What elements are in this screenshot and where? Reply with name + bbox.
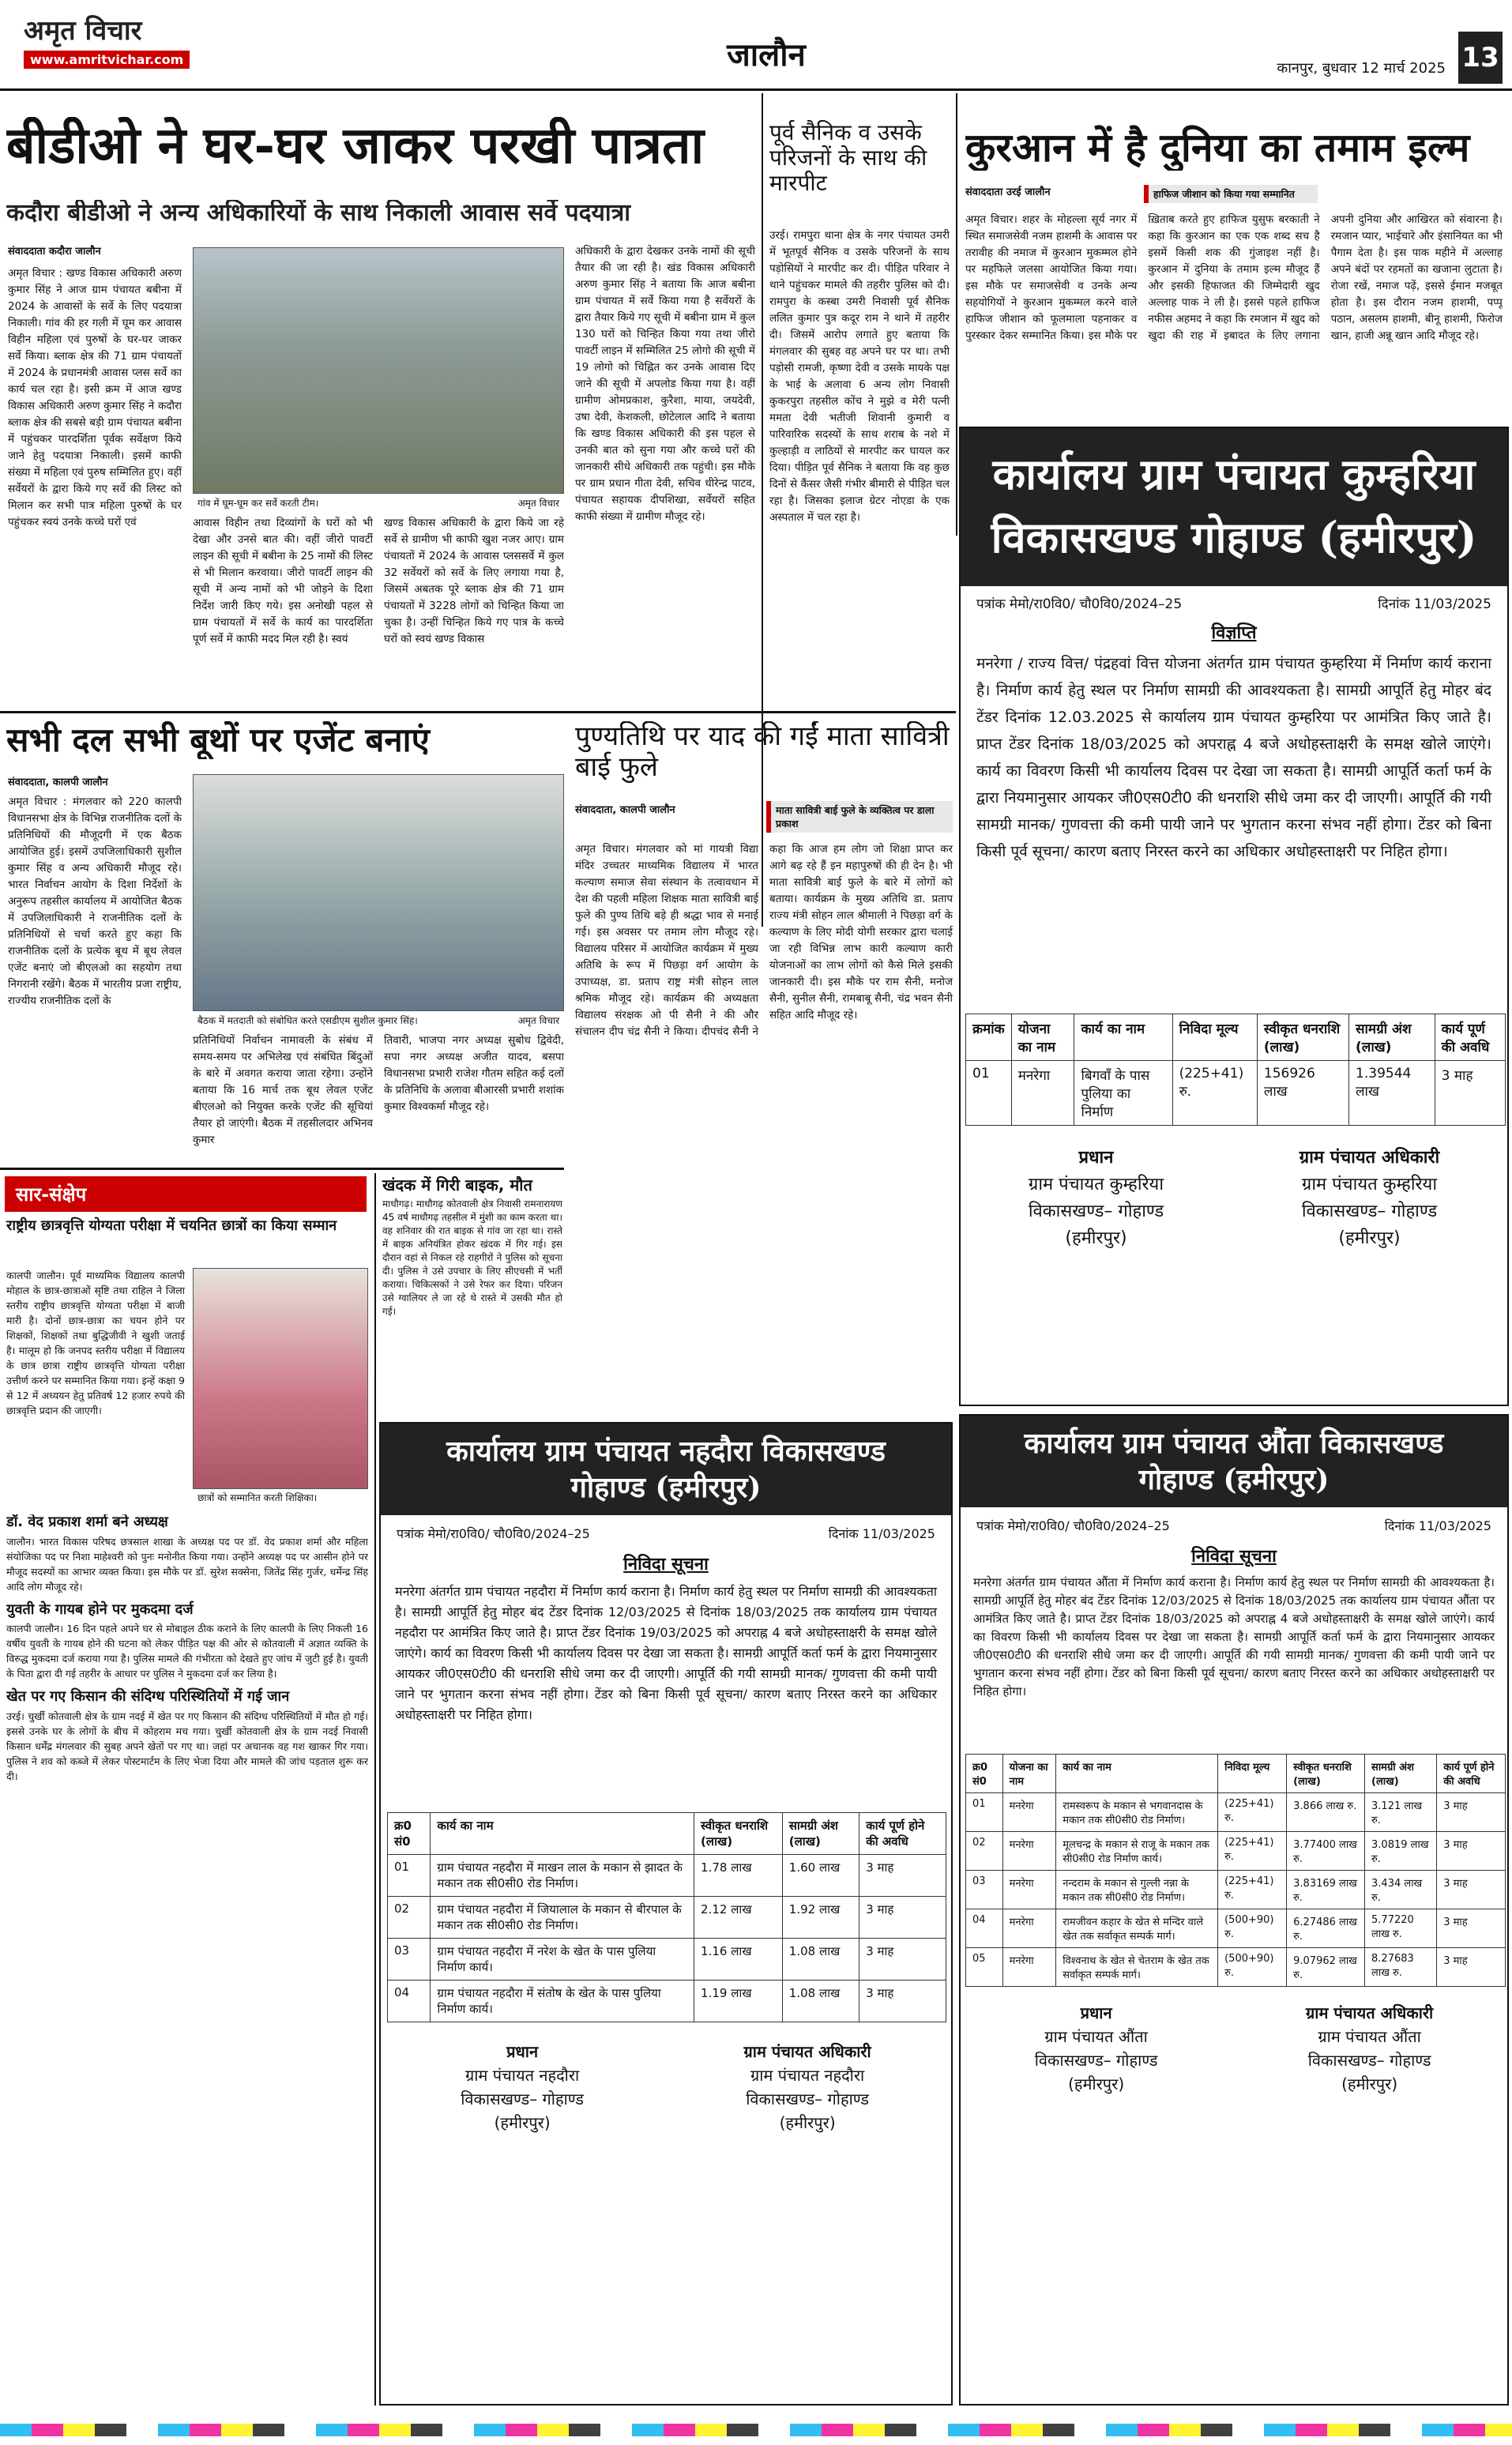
signature-line: (हमीरपुर) (779, 2113, 836, 2132)
story-agents-col2: प्रतिनिधियों निर्वाचन नामावली के संबंध में समय-समय पर अभिलेख एवं संबंधित बिंदुओं के बारे में अवगत कराया जाता रहेगा। उन्होंने बताया कि 16 मार्च तक बूथ लेवल एजेंट बीएलओ को नियुक्त करके एजेंट की सूचियां तैयार हो जाएंगी। बैठक में तहसीलदार अभिनव कुमार (193, 1034, 373, 1146)
notice-aunta-sign-officer (1306, 2001, 1433, 2096)
masthead (0, 0, 1512, 93)
table-cell: विश्वनाथ के खेत से चेतराम के खेत तक सर्वाकृत सम्पर्क मार्ग। (1056, 1948, 1218, 1987)
table-row (966, 1909, 1506, 1948)
story-bdo-col4: अधिकारी के द्वारा देखकर उनके नामों की सूची तैयार की जा रही है। खंड विकास अधिकारी अरुण कुमार सिंह ने बताया कि आज बबीना ग्राम पंचायत में सर्वे किया गया है सर्वेयरों के द्वारा तैयार किये गए सूची में बबीना ग्राम में कुल 130 घरों को चिन्हित किया गया तथा जीरो पावर्टी लाइन में सम्मिलित 25 लोगो की सूची में 19 लोगो को चिह्नित कर उनके आवास दिए जाने की सूची में अपलोड किया गया है। वहीं ग्रामीण ओमप्रकाश, कुरैशा, माया, जयदेवी, उषा देवी, केशकली, छोटेलाल आदि ने बताया कि खण्ड विकास अधिकारी की इस पहल से उनकी बात को सुना गया और कच्चे घरों की जानकारी सीधे अधिकारी तक पहुंची। इस मौके पर ग्राम प्रधान गीता देवी, सचिव धीरेन्द्र पाटव, पंचायत सहायक दीपशिखा, सर्वेयरों सहित काफी संख्या में ग्रामीण मौजूद रहे। (575, 245, 755, 523)
table-cell: मनरेगा (1002, 1871, 1056, 1909)
table-cell: 1.78 लाख (694, 1855, 783, 1897)
notice-nahdaura-heading: निविदा सूचना (623, 1555, 709, 1574)
notice-aunta-date: दिनांक 11/03/2025 (1384, 1518, 1491, 1533)
table-row (966, 1793, 1506, 1832)
story-quran-credit: संवाददाता उरई जालौन (965, 186, 1051, 198)
notice3-header-cell: निविदा मूल्य (1218, 1755, 1287, 1793)
table-cell: 05 (966, 1948, 1003, 1987)
story-quran-text: अमृत विचार। शहर के मोहल्ला सूर्य नगर में स्थित समाजसेवी नजम हाशमी के आवास पर तरावीह की नमाज में कुरआन मुकम्मल होने पर महफिले जलसा आयोजित किया गया। इस मौके पर समाजसेवी व उनके अन्य सहयोगियों ने कुरआन मुकम्मल करने वाले हाफिज जीशान को फूलमाला पहनाकर व पुरस्कार देकर सम्मानित किया। इस मौके पर ख़िताब करते हुए हाफिज युसुफ बरकाती ने कहा कि कुरआन का एक एक शब्द सच है इसमें किसी शक की गुंजाइश नहीं है। कुरआन में दुनिया के तमाम इल्म मौजूद हैं और इसकी हिफाजत की जिम्मेदारी खुद अल्लाह पाक ने ली है। इससे पहले हाफिज नफीस अहमद ने कहा कि रमजान में खुद को खुदा की राह में इबादत के लिए लगाना अपनी दुनिया और आखिरत को संवारना है। रमजान प्यार, भाईचारे और इंसानियत का भी पैगाम देता है। इस पाक महीने में अल्लाह अपने बंदों पर रहमतों का खजाना लुटाता है। रोजा रखें, नमाज पढ़ें, इससे ईमान मजबूत होता है। इस दौरान नजम हाशमी, पप्पू पठान, असलम हाशमी, बीनू हाशमी, फिरोज खान, हाजी अन्नू खान आदि मौजूद रहे। (965, 213, 1503, 342)
notice1-header-cell: कार्य पूर्ण की अवधि (1435, 1014, 1505, 1061)
table-cell: 1.39544 लाख (1349, 1061, 1435, 1126)
story-agents-photo (193, 774, 564, 1011)
table-cell: 3 माह (1435, 1061, 1505, 1126)
table-cell: 2.12 लाख (694, 1897, 783, 1939)
story-bdo-photo-caption: गांव में घूम-घूम कर सर्वे करती टीम। अमृत विचार (193, 496, 564, 510)
notice1-header-cell: स्वीकृत धनराशि (लाख) (1257, 1014, 1348, 1061)
signature-line: विकासखण्ड– गोहाण्ड (1034, 2051, 1158, 2070)
signature-line: (हमीरपुर) (1068, 2074, 1125, 2093)
table-cell: बिगवाँ के पास पुलिया का निर्माण (1074, 1061, 1172, 1126)
notice-nahdaura-sign-officer (743, 2040, 871, 2135)
table-cell: (225+41) रु. (1218, 1832, 1287, 1871)
notice-kumhariya-sign-officer (1299, 1145, 1439, 1252)
table-cell: 01 (388, 1855, 431, 1897)
table-cell: (500+90) रु. (1218, 1948, 1287, 1987)
table-cell: ग्राम पंचायत नहदौरा में माखन लाल के मकान से झादत के मकान तक सी0सी0 रोड निर्माण। (431, 1855, 694, 1897)
notice-kumhariya-table (965, 1014, 1506, 1126)
notice-aunta-body: मनरेगा अंतर्गत ग्राम पंचायत औंता में निर्माण कार्य कराना है। निर्माण कार्य हेतु स्थल पर निर्माण सामग्री की आवश्यकता है। सामग्री आपूर्ति हेतु मोहर बंद टेंडर दिनांक 12/03/2025 से दिनांक 18/03/2025 तक कार्यालय ग्राम पंचायत औंता पर आमंत्रित किए जाते है। प्राप्त टेंडर दिनांक 18/03/2025 को अपराह्न 4 बजे अधोहस्ताक्षरी के समक्ष खोले जाएंगे। कार्य का विवरण किसी भी कार्यालय दिवस पर देखा जा सकता है। सामग्री आपूर्ति कर्ता फर्म के द्वारा नियमानुसार आयकर जी0एस0टी0 की धनराशि सीधे जमा कर दी जाएगी। आपूर्ति की गयी सामग्री मानक/ गुणवत्ता की कमी पायी जाने पर भुगतान करना संभव नहीं होगा। टेंडर को बिना किसी पूर्व सूचना/ कारण बताए निरस्त करने का अधिकार अधोहस्ताक्षरी पर निहित होगा। (973, 1575, 1495, 1698)
table-row (388, 1980, 946, 2022)
story-bike-text: माधौगढ़। माधौगढ़ कोतवाली क्षेत्र निवासी रामनारायण 45 वर्ष माधौगढ़ तहसील में मुंशी का काम करता था। वह शनिवार की रात बाइक से गांव जा रहा था। रास्ते में बाइक अनियंत्रित होकर खंदक में गिर गई। इस दौरान वहां से निकल रहे राहगीरों ने पुलिस को सूचना दी। पुलिस ने उसे उपचार के लिए सीएचसी में भर्ती कराया। चिकित्सकों ने उसे रेफर कर दिया। परिजन उसे ग्वालियर ले जा रहे थे रास्ते में उसकी मौत हो गई। (382, 1198, 562, 1317)
notice3-header-cell: क्र0 सं0 (966, 1755, 1003, 1793)
color-registration-strip (0, 2424, 1512, 2436)
story-bdo-credit: संवाददाता कदौरा जालौन (8, 246, 101, 258)
notice-aunta (959, 1414, 1509, 2406)
story-agents-col3: तिवारी, भाजपा नगर अध्यक्ष सुबोध द्विवेदी, सपा नगर अध्यक्ष अजीत यादव, बसपा विधानसभा प्रभारी राजेश गौतम सहित कई दलों के प्रतिनिधि के अलावा बीआरसी प्रभारी शशांक कुमार विश्वकर्मा मौजूद रहे। (384, 1034, 564, 1113)
story-agents-headline: सभी दल सभी बूथों पर एजेंट बनाएं (6, 721, 430, 759)
brief1-photo-caption: छात्रों को सम्मानित करती शिक्षिका। (193, 1491, 368, 1504)
story-bdo-photo (193, 247, 564, 494)
story-savitribai-text: अमृत विचार। मंगलवार को मां गायत्री विद्या मंदिर उच्चतर माध्यमिक विद्यालय में भारत कल्याण समाज सेवा संस्थान के तत्वावधान में देश की पहली महिला शिक्षक माता सावित्री बाई फुले की पुण्य तिथि बड़े ही श्रद्धा भाव से मनाई गई। इस अवसर पर तमाम लोग मौजूद रहे। विद्यालय परिसर में आयोजित कार्यक्रम में मुख्य अतिथि के रूप में पिछड़ा वर्ग आयोग के उपाध्यक्ष, डा. प्रताप राष्ट्र मंत्री सोहन लाल श्रमिक मौजूद रहे। कार्यक्रम की अध्यक्षता विद्यालय संरक्षक ओ पी सैनी ने की और संचालन दीप चंद्र सैनी ने किया। दीपचंद सैनी ने कहा कि आज हम लोग जो शिक्षा प्राप्त कर आगे बढ़ रहे हैं इन महापुरुषों की ही देन है। भी माता सावित्री बाई फुले के बारे में लोगों को बताया। कार्यक्रम के मुख्य अतिथि डा. प्रताप राज्य मंत्री सोहन लाल श्रीमाली ने पिछड़ा वर्ग के कल्याण के लिए मोदी योगी सरकार द्वारा चलाई जा रही विभिन्न लाभ कारी कल्याण कारी योजनाओं का लाभ लोगों को कैसे मिले इसकी जानकारी दी। इस मौके पर राम सैनी, मनोज सैनी, सुनील सैनी, रामबाबू सैनी, चंद्र भवन सैनी सहित आदि मौजूद रहे। (575, 843, 953, 1038)
table-cell: 3 माह (1437, 1832, 1506, 1871)
table-cell: 03 (966, 1871, 1003, 1909)
notice-nahdaura-memo: पत्रांक मेमो/रा0वि0/ चौ0वि0/2024–25 (397, 1526, 590, 1541)
notice-nahdaura-table (387, 1812, 946, 2022)
table-row (966, 1871, 1506, 1909)
notice1-header-cell: कार्य का नाम (1074, 1014, 1172, 1061)
signature-line: प्रधान (1080, 2003, 1112, 2022)
table-cell: 03 (388, 1939, 431, 1980)
notice3-header-cell: योजना का नाम (1002, 1755, 1056, 1793)
table-cell: 01 (966, 1061, 1012, 1126)
story-bdo-subhead: कदौरा बीडीओ ने अन्य अधिकारियों के साथ निकाली आवास सर्वे पदयात्रा (6, 200, 631, 227)
signature-line: ग्राम पंचायत नहदौरा (750, 2066, 865, 2085)
table-cell: 1.08 लाख (782, 1939, 859, 1980)
table-cell: (225+41) रु. (1218, 1871, 1287, 1909)
notice3-header-cell: स्वीकृत धनराशि (लाख) (1287, 1755, 1365, 1793)
notice1-header-cell: क्रमांक (966, 1014, 1012, 1061)
signature-line: ग्राम पंचायत औंता (1318, 2027, 1421, 2046)
story-agents (0, 715, 564, 1165)
notice-nahdaura-title2: गोहाण्ड (हमीरपुर) (570, 1471, 762, 1504)
notice-aunta-sign-pradhan (1035, 2001, 1158, 2096)
table-cell: 1.92 लाख (782, 1897, 859, 1939)
signature-line: ग्राम पंचायत अधिकारी (1305, 2003, 1434, 2022)
brief3-text: कालपी जालौन। 16 दिन पहले अपने घर से मोबाइल ठीक कराने के लिए कालपी के लिए निकली 16 वर्षीय युवती के गायब होने की घटना को लेकर पीड़ित पक्ष की ओर से कोतवाली में अज्ञात व्यक्ति के विरुद्ध मुकदमा दर्ज कराया गया है। पुलिस मामले की गंभीरता को देखते हुए जांच में जुटी हुई है। युवती के पिता द्वारा दी गई तहरीर के आधार पर पुलिस ने मुकदमा दर्ज कर लिया है। (6, 1623, 368, 1680)
signature-line: (हमीरपुर) (1338, 1228, 1401, 1248)
brief2-text: जालौन। भारत विकास परिषद छत्रसाल शाखा के अध्यक्ष पद पर डॉ. वेद प्रकाश शर्मा और महिला संयोजिका पद पर निशा माहेश्वरी को पुनः मनोनीत किया गया। उन्होंने अध्यक्ष पद पर आसीन होने पर मौजूद सदस्यों का आभार व्यक्त किया। इस मौके पर डॉ. सुरेश सक्सेना, जितेंद्र सिंह गुर्जर, धर्मेन्द्र सिंह आदि लोग मौजूद रहे। (6, 1535, 368, 1593)
signature-line: (हमीरपुर) (1065, 1228, 1127, 1248)
notice-aunta-title2: गोहाण्ड (हमीरपुर) (1138, 1463, 1330, 1496)
story-bdo-col1: अमृत विचार : खण्ड विकास अधिकारी अरुण कुमार सिंह ने आज ग्राम पंचायत बबीना में 2024 के आवासों के सर्वे के लिए पदयात्रा निकाली। गांव की हर गली में घूम कर आवास विहीन महिला एवं पुरुषों के घर-घर जाकर सर्वे किया। ब्लाक क्षेत्र की 71 ग्राम पंचायतों में 2024 के प्रधानमंत्री आवास प्लस सर्वे का कार्य चल रहा है। इसी क्रम में आज खण्ड विकास अधिकारी अरुण कुमार सिंह ने कदौरा ब्लाक क्षेत्र की सबसे बड़ी ग्राम पंचायत बबीना में पहुंचकर पारदर्शिता पूर्वक सर्वेक्षण किये जाने हेतु पदयात्रा निकाली। इसमें काफी संख्या में महिला एवं पुरुष सम्मिलित हुए। वहीं सर्वेयरों के द्वारा किये गए सर्वे की लिस्ट को मिलान कर सभी पात्र महिला पुरुषों के घर पहुंचकर स्वयं उनके कच्चे घरों एवं (8, 267, 182, 528)
story-bike-accident (379, 1173, 566, 1418)
signature-line: ग्राम पंचायत नहदौरा (465, 2066, 580, 2085)
page-number: 13 (1458, 32, 1503, 84)
table-row (388, 1939, 946, 1980)
notice3-header-cell: सामग्री अंश (लाख) (1365, 1755, 1437, 1793)
signature-line: (हमीरपुर) (494, 2113, 551, 2132)
story-quran-kicker: हाफिज जीशान को किया गया सम्मानित (1144, 185, 1318, 203)
notice-kumhariya-heading: विज्ञप्ति (1211, 623, 1257, 643)
brief4-text: उरई। चुर्खी कोतवाली क्षेत्र के ग्राम नदई में खेत पर गए किसान की संदिग्ध परिस्थितियों में मौत हो गई। इससे उनके घर के लोगों के बीच में कोहराम मच गया। चुर्खी कोतवाली क्षेत्र के ग्राम नदई निवासी किसान धर्मेंद्र मंगलवार की सुबह अपने खेतों पर गए था। जहां पर अचानक वह गश खाकर गिर गया। पुलिस ने शव को कब्जे में लेकर पोस्टमार्टम के लिए भेजा दिया और मामले की जांच पड़ताल शुरू कर दी। (6, 1710, 368, 1783)
table-cell: 8.27683 लाख रु. (1365, 1948, 1437, 1987)
briefs-body (6, 1514, 368, 2399)
notice-kumhariya-date: दिनांक 11/03/2025 (1378, 596, 1491, 612)
story-soldier (765, 93, 954, 709)
briefs-section (0, 1173, 371, 2406)
signature-line: प्रधान (1078, 1148, 1114, 1168)
story-savitribai (572, 715, 956, 1418)
story-agents-col1: अमृत विचार : मंगलवार को 220 कालपी विधानसभा क्षेत्र के विभिन्न राजनीतिक दलों के प्रतिनिधियों की मौजूदगी में एक बैठक आयोजित हुई। इसमें उपजिलाधिकारी सुशील कुमार सिंह व अन्य अधिकारी मौजूद रहे। भारत निर्वाचन आयोग के दिशा निर्देशों के अनुरूप तहसील कार्यालय में आयोजित बैठक में उपजिलाधिकारी ने राजनीतिक दलों के प्रतिनिधियों से चर्चा करते हुए कहा कि राजनीतिक दलों के प्रत्येक बूथ में बूथ लेवल एजेंट बनाएं जो बीएलओ का सहयोग तथा निगरानी रखेंगे। बैठक में भारतीय प्रजा राष्ट्रीय, राज्यीय राजनीतिक दलों के (8, 796, 182, 1007)
table-cell: (225+41) रु. (1172, 1061, 1257, 1126)
brand-logo (24, 11, 205, 82)
table-row (388, 1855, 946, 1897)
section-title: जालौन (727, 36, 806, 73)
notice2-header-cell: स्वीकृत धनराशि (लाख) (694, 1813, 783, 1855)
notice-aunta-title: कार्यालय ग्राम पंचायत औंता विकासखण्ड (1024, 1427, 1444, 1460)
table-cell: रामजीवन कहार के खेत से मन्दिर वाले खेत तक सर्वाकृत सम्पर्क मार्ग। (1056, 1909, 1218, 1948)
notice3-header-cell: कार्य का नाम (1056, 1755, 1218, 1793)
table-cell: मनरेगा (1002, 1909, 1056, 1948)
story-savitribai-headline: पुण्यतिथि पर याद की गईं माता सावित्री बाई फुले (575, 721, 950, 784)
table-cell: 1.60 लाख (782, 1855, 859, 1897)
notice-aunta-heading: निविदा सूचना (1191, 1547, 1277, 1567)
story-soldier-text: उरई। रामपुरा थाना क्षेत्र के नगर पंचायत उमरी में भूतपूर्व सैनिक व उसके परिजनों के साथ पड़ोसियों ने मारपीट कर दी। पीड़ित परिवार ने थाने पहुंचकर मामले की तहरीर पुलिस को दी। रामपुरा के कस्बा उमरी निवासी पूर्व सैनिक ललित कुमार पुत्र कदूर राम ने थाने में तहरीर दी। जिसमें आरोप लगाते हुए बताया कि मंगलवार की सुबह वह अपने घर पर था। तभी पड़ोसी रामजी, कृष्णा देवी व उसके मायके पक्ष के भाई के अलावा 6 अन्य लोग निवासी कुकरपुरा तहसील कोंच ने मुझे व मेरी पत्नी ममता देवी भतीजी शिवानी कुमारी व पारिवारिक सदस्यों के साथ शराब के नशे में कुल्हाड़ी व लाठियों से मारपीट कर घायल कर दिया। पीड़ित पूर्व सैनिक ने बताया कि वह कुछ दिनों से कैंसर जैसी गंभीर बीमारी से पीड़ित चल रहा है। जिसका इलाज ग्रेटर नोएडा के एक अस्पताल में चल रहा है। (769, 229, 950, 524)
table-cell: 3.866 लाख रु. (1287, 1793, 1365, 1832)
notice1-header-cell: निविदा मूल्य (1172, 1014, 1257, 1061)
table-cell: 6.27486 लाख रु. (1287, 1909, 1365, 1948)
signature-line: विकासखण्ड– गोहाण्ड (746, 2090, 869, 2108)
signature-line: (हमीरपुर) (1341, 2074, 1398, 2093)
story-soldier-headline: पूर्व सैनिक व उसके परिजनों के साथ की मारपीट (769, 120, 927, 197)
dateline: कानपुर, बुधवार 12 मार्च 2025 (1277, 60, 1446, 77)
table-cell: 02 (388, 1897, 431, 1939)
table-cell: ग्राम पंचायत नहदौरा में जियालाल के मकान से बीरपाल के मकान तक सी0सी0 रोड निर्माण। (431, 1897, 694, 1939)
table-cell: 3 माह (1437, 1871, 1506, 1909)
table-cell: 04 (966, 1909, 1003, 1948)
notice-nahdaura-body: मनरेगा अंतर्गत ग्राम पंचायत नहदौरा में निर्माण कार्य कराना है। निर्माण कार्य हेतु स्थल पर निर्माण सामग्री की आवश्यकता है। सामग्री आपूर्ति हेतु मोहर बंद टेंडर दिनांक 12/03/2025 से दिनांक 18/03/2025 तक कार्यालय ग्राम पंचायत नहदौरा पर आमंत्रित किए जाते है। प्राप्त टेंडर दिनांक 19/03/2025 को अपराह्न 4 बजे अधोहस्ताक्षरी के समक्ष खोले जाएंगे। कार्य का विवरण किसी भी कार्यालय दिवस पर देखा जा सकता है। सामग्री आपूर्ति कर्ता फर्म के द्वारा नियमानुसार आयकर जी0एस0टी0 की धनराशि सीधे जमा कर दी जाएगी। आपूर्ति की गयी सामग्री मानक/ गुणवत्ता की कमी पायी जाने पर भुगतान करना संभव नहीं होगा। टेंडर को बिना किसी पूर्व सूचना/ कारण बताए निरस्त करने का अधिकार अधोहस्ताक्षरी पर निहित होगा। (395, 1584, 937, 1722)
notice-kumhariya-title: कार्यालय ग्राम पंचायत कुम्हरिया (992, 449, 1476, 499)
table-cell: (500+90) रु. (1218, 1909, 1287, 1948)
notice-kumhariya-title2: विकासखण्ड गोहाण्ड (हमीरपुर) (991, 512, 1477, 562)
table-cell: (225+41) रु. (1218, 1793, 1287, 1832)
table-cell: 1.08 लाख (782, 1980, 859, 2022)
story-savitribai-kicker: माता सावित्री बाई फुले के व्यक्तित्व पर डाला प्रकाश (766, 801, 953, 833)
story-bdo-headline: बीडीओ ने घर-घर जाकर परखी पात्रता (6, 117, 705, 175)
notice-kumhariya-body: मनरेगा / राज्य वित्त/ पंद्रहवां वित्त योजना अंतर्गत ग्राम पंचायत कुम्हरिया में निर्माण कार्य कराना है। निर्माण कार्य हेतु स्थल पर निर्माण सामग्री की आवश्यकता है। सामग्री आपूर्ति हेतु मोहर बंद टेंडर दिनांक 12.03.2025 से कार्यालय ग्राम पंचायत कुम्हरिया पर आमंत्रित किए जाते है। प्राप्त टेंडर दिनांक 18/03/2025 को अपराह्न 4 बजे अधोहस्ताक्षरी के समक्ष खोले जाएंगे। कार्य का विवरण किसी भी कार्यालय दिवस पर देखा जा सकता है। सामग्री आपूर्ति कर्ता फर्म के द्वारा नियमानुसार आयकर जी0एस0टी0 की धनराशि सीधे जमा कर दी जाएगी। आपूर्ति की गयी सामग्री मानक/ गुणवत्ता की कमी पायी जाने पर भुगतान करना संभव नहीं होगा। टेंडर को बिना किसी पूर्व सूचना/ कारण बताए निरस्त करने का अधिकार अधोहस्ताक्षरी पर निहित होगा। (976, 655, 1491, 860)
notice-nahdaura-date: दिनांक 11/03/2025 (828, 1526, 935, 1541)
table-cell: 3.434 लाख रु. (1365, 1871, 1437, 1909)
table-row (388, 1897, 946, 1939)
table-cell: 3.121 लाख रु. (1365, 1793, 1437, 1832)
table-cell: मनरेगा (1002, 1793, 1056, 1832)
signature-line: प्रधान (506, 2042, 539, 2061)
brief1-headline: राष्ट्रीय छात्रवृत्ति योग्यता परीक्षा में चयनित छात्रों का किया सम्मान (6, 1217, 337, 1234)
table-cell: 3 माह (1437, 1948, 1506, 1987)
signature-line: ग्राम पंचायत अधिकारी (1299, 1148, 1440, 1168)
table-cell: 1.16 लाख (694, 1939, 783, 1980)
story-savitribai-credit: संवाददाता, कालपी जालौन (575, 804, 675, 816)
notice-kumhariya (959, 427, 1509, 1406)
table-cell: 3.77400 लाख रु. (1287, 1832, 1365, 1871)
table-cell: 156926 लाख (1257, 1061, 1348, 1126)
signature-line: विकासखण्ड– गोहाण्ड (1028, 1202, 1164, 1221)
notice3-header-cell: कार्य पूर्ण होने की अवधि (1437, 1755, 1506, 1793)
brief2-headline: डॉ. वेद प्रकाश शर्मा बने अध्यक्ष (6, 1514, 168, 1530)
signature-line: विकासखण्ड– गोहाण्ड (1301, 1202, 1438, 1221)
notice-aunta-memo: पत्रांक मेमो/रा0वि0/ चौ0वि0/2024–25 (976, 1518, 1170, 1533)
story-agents-credit: संवाददाता, कालपी जालौन (8, 777, 108, 788)
signature-line: ग्राम पंचायत औंता (1044, 2027, 1148, 2046)
story-bdo (0, 93, 758, 709)
notice2-header-cell: कार्य पूर्ण होने की अवधि (859, 1813, 946, 1855)
table-cell: 1.19 लाख (694, 1980, 783, 2022)
table-row (966, 1832, 1506, 1871)
table-cell: 5.77220 लाख रु. (1365, 1909, 1437, 1948)
table-cell: ग्राम पंचायत नहदौरा में संतोष के खेत के पास पुलिया निर्माण कार्य। (431, 1980, 694, 2022)
signature-line: विकासखण्ड– गोहाण्ड (1307, 2051, 1431, 2070)
table-cell: 3 माह (1437, 1793, 1506, 1832)
table-cell: मूलचन्द्र के मकान से राजू के मकान तक सी0सी0 रोड निर्माण कार्य। (1056, 1832, 1218, 1871)
brief1-photo (193, 1268, 368, 1489)
story-quran-headline: कुरआन में है दुनिया का तमाम इल्म (965, 125, 1470, 171)
table-cell: नन्दराम के मकान से गुल्ली नन्ना के मकान तक सी0सी0 रोड निर्माण। (1056, 1871, 1218, 1909)
table-cell: 02 (966, 1832, 1003, 1871)
notice-nahdaura (379, 1422, 953, 2406)
brief4-headline: खेत पर गए किसान की संदिग्ध परिस्थितियों में गई जान (6, 1688, 290, 1706)
brand-site[interactable]: www.amritvichar.com (24, 51, 190, 69)
notice-aunta-table (965, 1754, 1506, 1987)
notice-nahdaura-title: कार्यालय ग्राम पंचायत नहदौरा विकासखण्ड (446, 1435, 886, 1468)
story-bike-headline: खंदक में गिरी बाइक, मौत (382, 1175, 532, 1194)
story-bdo-col3: खण्ड विकास अधिकारी के द्वारा किये जा रहे सर्वे से ग्रामीण भी काफी खुश नजर आए। ग्राम पंचायतों में 2024 के आवास प्लससर्वे में कुल 32 सर्वेयरों को सर्वे के लिए लगाया गया है, जिसमें अबतक पूरे ब्लाक क्षेत्र की 71 ग्राम पंचायतों में 3228 लोगों को चिन्हित किया जा चुका है। उन्हीं चिन्हित किये गए पात्र के कच्चे घरों को स्वयं खण्ड विकास (384, 517, 564, 645)
table-row (966, 1948, 1506, 1987)
notice-nahdaura-sign-pradhan (461, 2040, 584, 2135)
table-cell: 3 माह (859, 1897, 946, 1939)
story-agents-photo-caption: बैठक में मतदाती को संबोधित करते एसडीएम सुशील कुमार सिंह। अमृत विचार (193, 1014, 564, 1027)
table-cell: 3.83169 लाख रु. (1287, 1871, 1365, 1909)
notice-kumhariya-sign-pradhan (1029, 1145, 1164, 1252)
table-cell: 3 माह (859, 1939, 946, 1980)
table-cell: 3 माह (859, 1855, 946, 1897)
table-cell: मनरेगा (1011, 1061, 1074, 1126)
notice2-header-cell: कार्य का नाम (431, 1813, 694, 1855)
table-cell: रामस्वरूप के मकान से भगवानदास के मकान तक सी0सी0 रोड निर्माण। (1056, 1793, 1218, 1832)
table-cell: 01 (966, 1793, 1003, 1832)
brand-name: अमृत विचार (24, 15, 142, 47)
notice1-header-cell: सामग्री अंश (लाख) (1349, 1014, 1435, 1061)
table-cell: 3 माह (1437, 1909, 1506, 1948)
signature-line: ग्राम पंचायत कुम्हरिया (1301, 1175, 1438, 1194)
signature-line: ग्राम पंचायत कुम्हरिया (1028, 1175, 1164, 1194)
notice1-header-cell: योजना का नाम (1011, 1014, 1074, 1061)
table-cell: 04 (388, 1980, 431, 2022)
table-cell: 3 माह (859, 1980, 946, 2022)
table-cell: 9.07962 लाख रु. (1287, 1948, 1365, 1987)
notice-kumhariya-memo: पत्रांक मेमो/रा0वि0/ चौ0वि0/2024–25 (976, 596, 1183, 612)
table-cell: मनरेगा (1002, 1832, 1056, 1871)
story-bdo-col2: आवास विहीन तथा दिव्यांगों के घरों को भी देखा और उनसे बात की। वहीं जीरो पावर्टी लाइन की सूची में बबीना के 25 नामों की लिस्ट से भी मिलान करवाया। जीरो पावर्टी लाइन की सूची में अन्य नामों को भी जोड़ने के दिशा निर्देश जारी किए गये। इस अनोखी पहल से ग्राम पंचायतों में सर्वे के कार्य का पारदर्शिता पूर्ण सर्वे में काफी मदद मिल रही है। स्वयं (193, 517, 373, 645)
notice2-header-cell: सामग्री अंश (लाख) (782, 1813, 859, 1855)
briefs-title: सार-संक्षेप (5, 1176, 367, 1212)
signature-line: विकासखण्ड– गोहाण्ड (461, 2090, 584, 2108)
table-cell: ग्राम पंचायत नहदौरा में नरेश के खेत के पास पुलिया निर्माण कार्य। (431, 1939, 694, 1980)
table-cell: 3.0819 लाख रु. (1365, 1832, 1437, 1871)
brief3-headline: युवती के गायब होने पर मुकदमा दर्ज (6, 1601, 194, 1618)
table-row (966, 1061, 1506, 1126)
signature-line: ग्राम पंचायत अधिकारी (743, 2042, 871, 2061)
table-cell: मनरेगा (1002, 1948, 1056, 1987)
brief1-text: कालपी जालौन। पूर्व माध्यमिक विद्यालय कालपी मोहाल के छात्र-छात्राओं सृष्टि तथा राहिल ने जिला स्तरीय राष्ट्रीय छात्रवृत्ति योग्यता परीक्षा में बाजी मारी है। दोनों छात्र-छात्रा का चयन होने पर शिक्षकों, शिक्षकों तथा बुद्धिजीवी ने खुशी जताई है। मालूम हो कि जनपद स्तरीय परीक्षा में विद्यालय के छात्र छात्रा राष्ट्रीय छात्रवृत्ति योग्यता परीक्षा उत्तीर्ण करने पर सम्मानित किया गया। इन्हें कक्षा 9 से 12 में अध्ययन हेतु प्रतिवर्ष 12 हजार रुपये की छात्रवृत्ति प्रदान की जाएगी। (6, 1270, 185, 1416)
notice2-header-cell: क्र0 सं0 (388, 1813, 431, 1855)
